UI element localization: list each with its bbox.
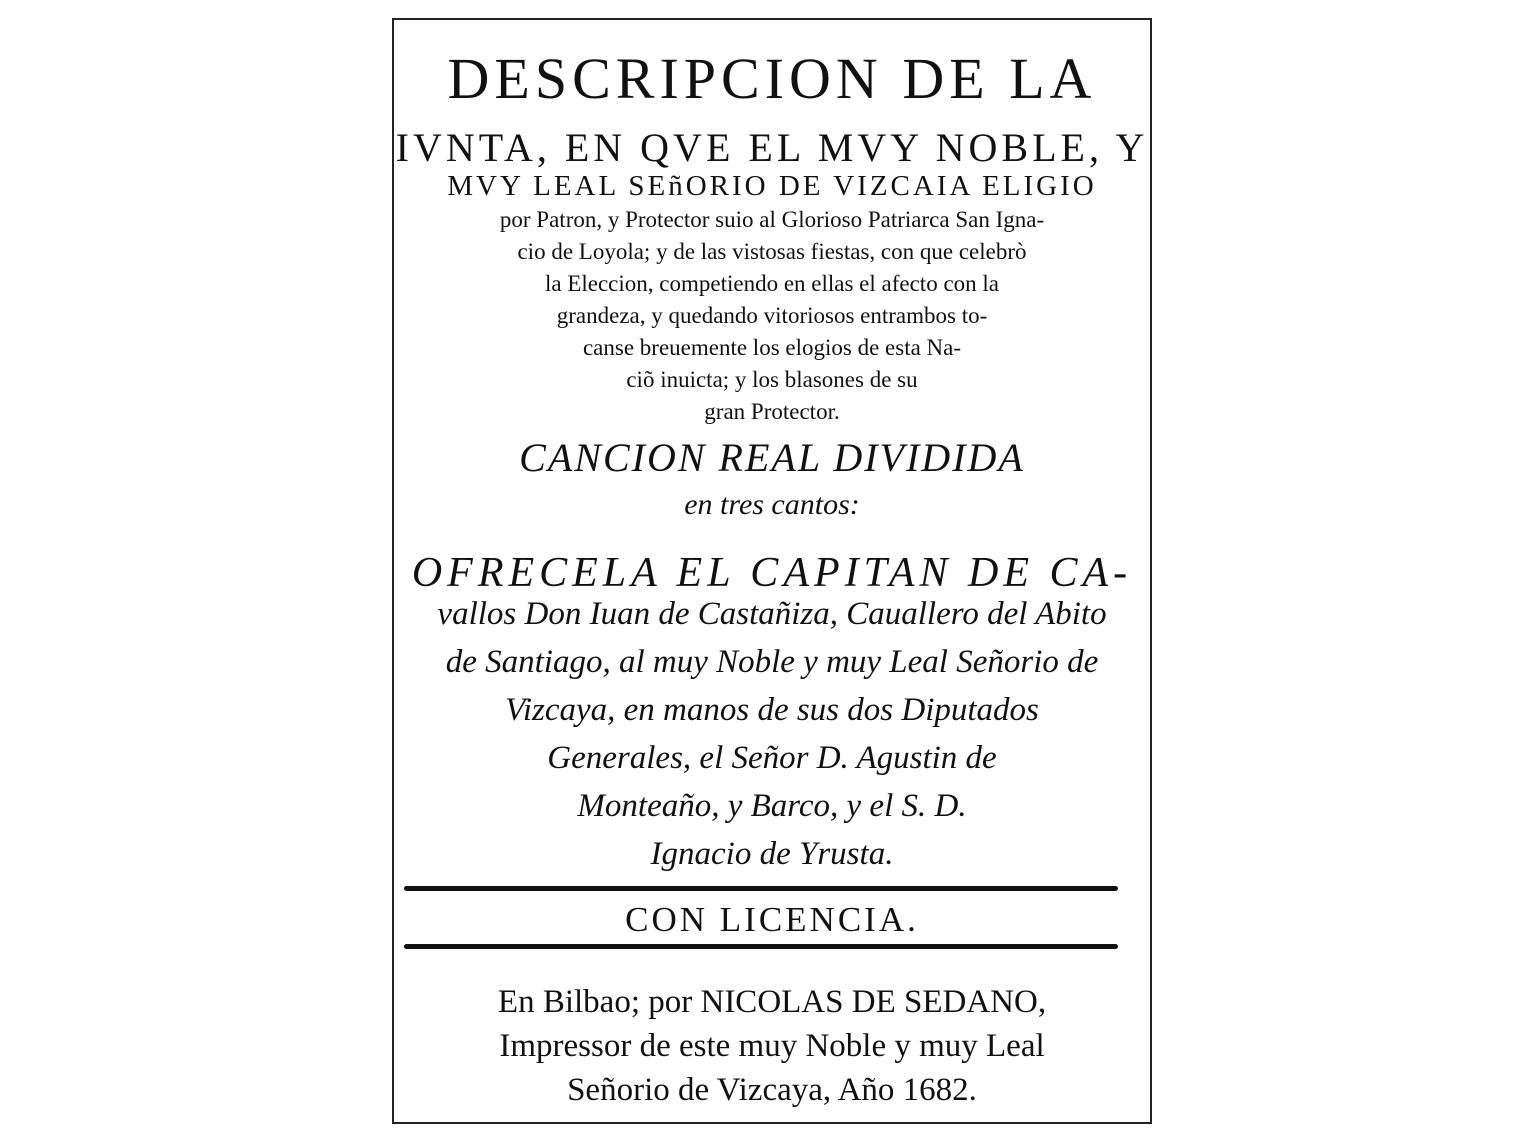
- title-page: [392, 18, 1152, 1124]
- dedication-line-5: Generales, el Señor D. Agustin de: [547, 740, 997, 776]
- dedication-line-7: Ignacio de Yrusta.: [650, 836, 894, 872]
- body-line-1: por Patron, y Protector suio al Glorioso Patriarca San Igna-: [499, 207, 1045, 232]
- title-line-1: DESCRIPCION DE LA: [447, 46, 1097, 111]
- body-line-6: ciõ inuicta; y los blasones de su: [626, 367, 918, 392]
- body-line-3: la Eleccion, competiendo en ellas el afecto con la: [544, 271, 1000, 296]
- license-line: CON LICENCIA.: [625, 900, 919, 939]
- title-line-2: IVNTA, EN QVE EL MVY NOBLE, Y: [395, 125, 1149, 170]
- imprint-line-1: En Bilbao; por NICOLAS DE SEDANO,: [497, 984, 1047, 1020]
- subtitle-line-2: en tres cantos:: [684, 488, 860, 521]
- dedication-line-2: vallos Don Iuan de Castañiza, Cauallero del Abito: [437, 596, 1107, 632]
- imprint-line-2: Impressor de este muy Noble y muy Leal: [499, 1028, 1045, 1064]
- body-line-4: grandeza, y quedando vitoriosos entrambos to-: [556, 303, 988, 328]
- body-line-5: canse breuemente los elogios de esta Na-: [582, 335, 962, 360]
- dedication-line-3: de Santiago, al muy Noble y muy Leal Señorio de: [445, 644, 1099, 680]
- title-line-3: MVY LEAL SEñORIO DE VIZCAIA ELIGIO: [447, 170, 1097, 202]
- subtitle-line-1: CANCION REAL DIVIDIDA: [519, 435, 1025, 480]
- imprint-line-3: Señorio de Vizcaya, Año 1682.: [567, 1072, 977, 1108]
- body-line-2: cio de Loyola; y de las vistosas fiestas, con que celebrò: [517, 239, 1027, 264]
- body-line-7: gran Protector.: [704, 399, 840, 424]
- dedication-line-6: Monteaño, y Barco, y el S. D.: [577, 788, 967, 824]
- dedication-line-4: Vizcaya, en manos de sus dos Diputados: [505, 692, 1039, 728]
- dedication-line-1: OFRECELA EL CAPITAN DE CA-: [411, 550, 1133, 596]
- top-divider-rule: [404, 886, 1118, 891]
- bottom-divider-rule: [404, 944, 1118, 949]
